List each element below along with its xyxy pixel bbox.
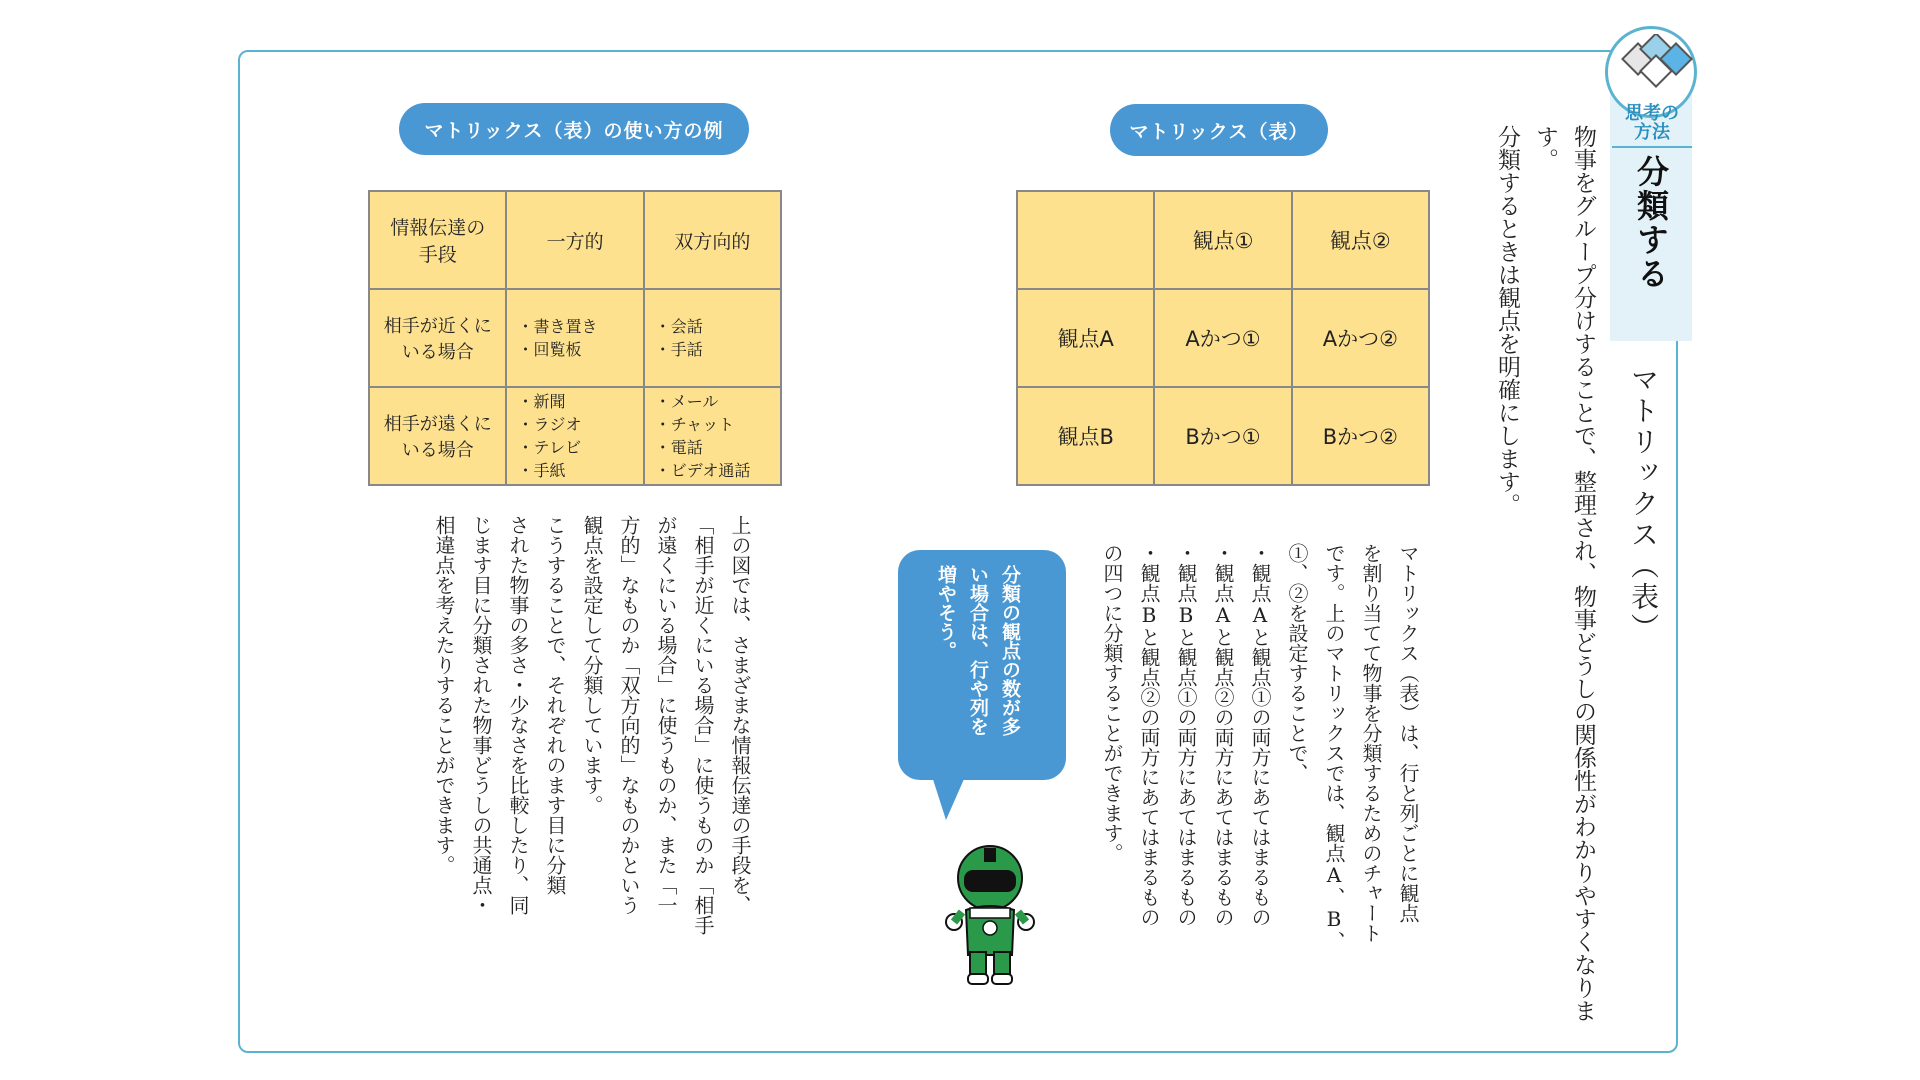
example-header-cell: 双方向的 (644, 191, 781, 289)
example-row-label: 相手が遠くにいる場合 (369, 387, 506, 485)
badge-subtitle-line1: 思考の (1625, 103, 1679, 124)
example-cell-item: ・新聞 (517, 392, 566, 411)
example-row-label: 相手が近くにいる場合 (369, 289, 506, 387)
example-matrix-table (368, 190, 782, 486)
matrix-table (1016, 190, 1430, 486)
matrix-cell: Aかつ① (1154, 289, 1291, 387)
matrix-cell: Bかつ② (1292, 387, 1429, 485)
matrix-explanation-text: マトリックス（表）は、行と列ごとに観点 を割り当てて物事を分類するためのチャート です。上のマトリックスでは、観点A、B、 ①、②を設定することで、 ・観点Aと観点①の両方にあてはまるもの ・観点Aと観点②の両方にあてはまるもの ・観点Bと観点①の両方にあてはまるもの ・観点Bと観点②の両方にあてはまるもの の四つに分類することができます。 (1100, 543, 1420, 951)
example-cell-item: ・会話 (654, 317, 703, 336)
example-cell-item: ・チャット (654, 415, 735, 434)
example-explanation-text: 上の図では、さまざまな情報伝達の手段を、 「相手が近くにいる場合」に使うものか「相手 が遠くにいる場合」に使うものか、また「一 方的」なものか「双方向的」なものかという 観点を設定して分類しています。 こうすることで、それぞれのます目に分類 された物事の多さ・少なさを比較したり、同 じます目に分類された物事どうしの共通点・ 相違点を考えたりすることができます。 (432, 515, 752, 935)
example-cell (644, 387, 781, 485)
badge-subtitle (1612, 104, 1692, 142)
speech-bubble-tail (930, 770, 968, 820)
example-cell-item: ・テレビ (517, 438, 582, 457)
example-cell-item: ・書き置き (517, 317, 598, 336)
speech-bubble-text: 分類の観点の数が多 い場合は、行や列を 増やそう。 (935, 565, 1021, 736)
puzzle-icon (1615, 34, 1705, 94)
section-heading: マトリックス（表） (1627, 365, 1660, 644)
example-cell-item: ・手話 (654, 340, 703, 359)
badge-title: 分類する (1632, 155, 1670, 291)
example-cell-item: ・ラジオ (517, 415, 582, 434)
matrix-pill-label: マトリックス（表） (1110, 104, 1328, 156)
matrix-corner-cell (1017, 191, 1154, 289)
matrix-header-cell: 観点② (1292, 191, 1429, 289)
example-cell-item: ・手紙 (517, 461, 566, 480)
matrix-cell: Aかつ② (1292, 289, 1429, 387)
matrix-header-cell: 観点① (1154, 191, 1291, 289)
mascot-icon (940, 840, 1040, 990)
example-pill-label: マトリックス（表）の使い方の例 (399, 103, 749, 155)
matrix-cell: Bかつ① (1154, 387, 1291, 485)
example-corner-cell: 情報伝達の手段 (369, 191, 506, 289)
matrix-row-label: 観点A (1017, 289, 1154, 387)
badge-divider (1612, 146, 1692, 148)
example-cell-item: ・電話 (654, 438, 703, 457)
example-cell-item: ・回覧板 (517, 340, 582, 359)
example-cell-item: ・ビデオ通話 (654, 461, 751, 480)
matrix-row-label: 観点B (1017, 387, 1154, 485)
badge-subtitle-line2: 方法 (1634, 122, 1670, 143)
example-cell-item: ・メール (654, 392, 719, 411)
example-header-cell: 一方的 (506, 191, 643, 289)
example-cell (506, 289, 643, 387)
example-cell (506, 387, 643, 485)
intro-text: 物事をグループ分けすることで、整理され、物事どうしの関係性がわかりやすくなります。 分類するときは観点を明確にします。 (1494, 125, 1596, 1022)
example-cell (644, 289, 781, 387)
